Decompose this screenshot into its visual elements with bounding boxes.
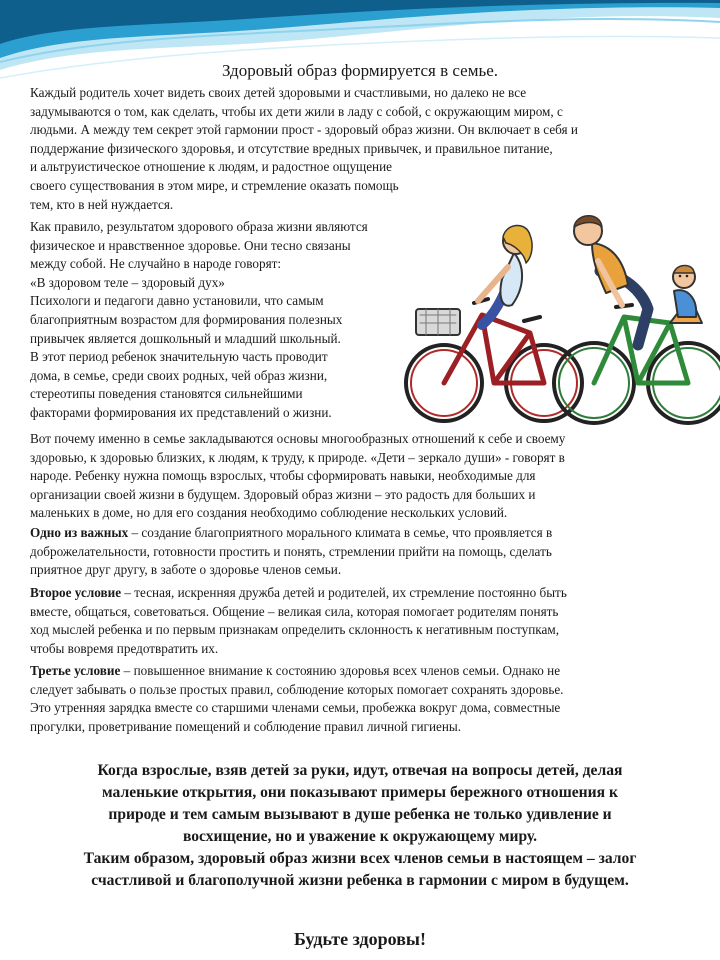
family-bicycle-illustration xyxy=(402,205,720,430)
page-title: Здоровый образ формируется в семье. xyxy=(221,61,499,80)
condition-two-paragraph: Второе условие – тесная, искренняя дружба детей и родителей, их стремление постоянно быть вместе, общаться, советоваться. Общение – великая сила, которая помогает родителям понять ход мыслей ребенка и по первым признакам определить склонность к негативным поступкам, чтобы вовремя предотвратить их. xyxy=(30,585,567,656)
condition-three-label: Третье условие xyxy=(30,663,121,678)
intro-paragraph: Каждый родитель хочет видеть своих детей здоровыми и счастливыми, но далеко не все задумываются о том, как сделать, чтобы их дети жили в ладу с собой, с окружающим миром, с людьми. А между тем секрет этой гармонии прост - здоровый образ жизни. Он включает в себя и поддержание физического здоровья, и отсутствие вредных привычек, и правильное питание, и альтруистическое отношение к людям, и радостное ощущение своего существования в этом мире, и стремление оказать помощь тем, кто в ней нуждается. xyxy=(30,85,578,212)
family-paragraph: Вот почему именно в семье закладываются основы многообразных отношений к себе и своему здоровью, к здоровью близких, к людям, к труду, к природе. «Дети – зеркало души» - говорят в народе. Ребенку нужна помощь взрослых, чтобы сформировать навыки, необходимые для организации своей жизни в будущем. Здоровый образ жизни – это радость для больших и маленьких в доме, но для его создания необходимо соблюдение нескольких условий. xyxy=(30,431,566,521)
condition-one-label: Одно из важных xyxy=(30,525,129,540)
conclusion-block: Когда взрослые, взяв детей за руки, идут, отвечая на вопросы детей, делая маленькие открытия, они показывают примеры бережного отношения к природе и тем самым вызывают в душе ребенка не только удивление и восхищение, но и уважение к окружающему миру. Таким образом, здоровый образ жизни всех членов семьи в настоящем – залог счастливой и благополучной жизни ребенка в гармонии с миром в будущем. xyxy=(83,762,637,889)
condition-two-label: Второе условие xyxy=(30,585,122,600)
condition-one-paragraph: Одно из важных – создание благоприятного морального климата в семье, что проявляется в доброжелательности, готовности простить и понять, стремлении прийти на помощь, сделать приятное друг другу, в заботе о здоровье членов семьи. xyxy=(30,525,553,578)
proverb-quote: «В здоровом теле – здоровый дух» xyxy=(30,274,225,290)
farewell-text: Будьте здоровы! xyxy=(294,929,426,949)
condition-three-paragraph: Третье условие – повышенное внимание к состоянию здоровья всех членов семьи. Однако не следует забывать о пользе простых правил, соблюдение которых помогает сохранять здоровье. Это утренняя зарядка вместе со старшими членами семьи, пробежка вокруг дома, совместные прогулки, проветривание помещений и соблюдение правил личной гигиены. xyxy=(30,663,564,734)
result-paragraph: Как правило, результатом здорового образа жизни являются физическое и нравственное здоровье. Они тесно связаны между собой. Не случайно в народе говорят: «В здоровом теле – здоровый дух» Психологи и педагоги давно установили, что самым благоприятным возрастом для формирования полезных привычек является дошкольный и младший школьный. В этот период ребенок значительную часть проводит дома, в семье, среди своих родных, чей образ жизни, стереотипы поведения становятся сильнейшими факторами формирования их представлений о жизни. xyxy=(30,218,405,423)
